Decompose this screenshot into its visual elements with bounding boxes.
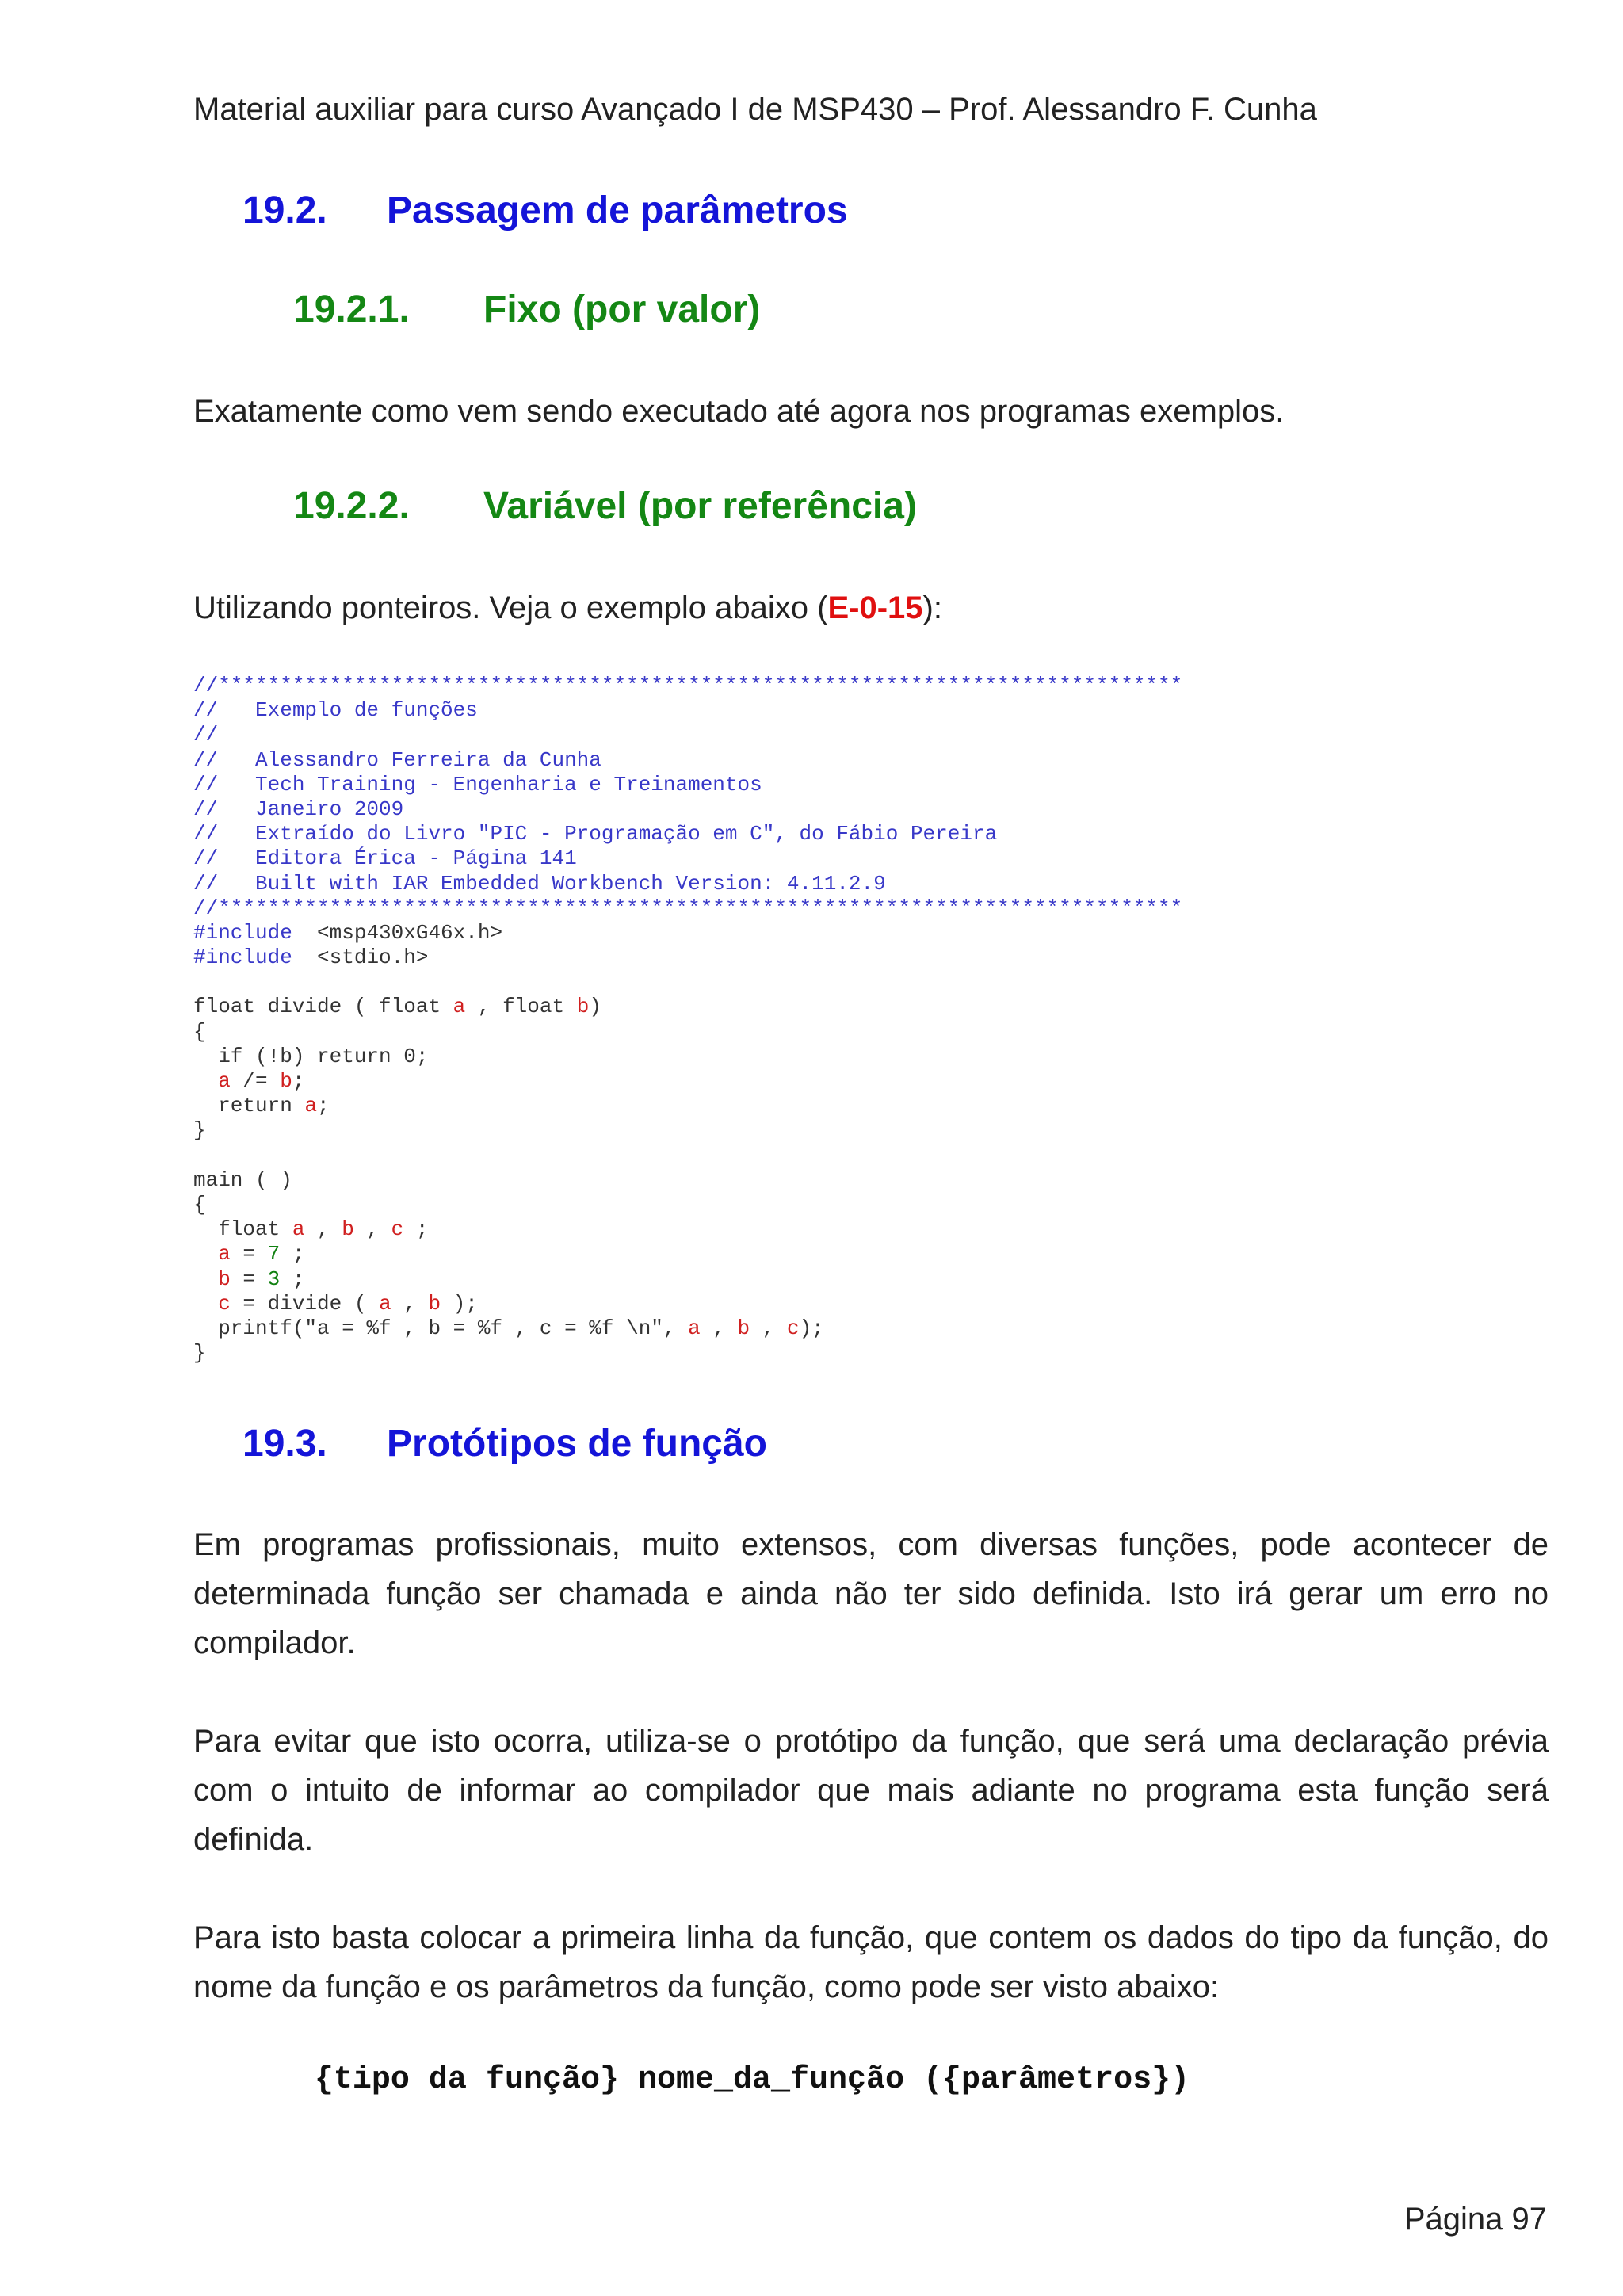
subsection-heading-19-2-1 — [293, 288, 760, 331]
code-variable: a — [218, 1242, 231, 1266]
code-text: float divide ( float — [193, 995, 453, 1019]
section-title: Protótipos de função — [387, 1423, 767, 1465]
code-statement — [193, 1217, 1182, 1242]
paragraph-prototipos-3: Para isto basta colocar a primeira linha da função, que contem os dados do tipo da função, do nome da função e os parâmetros da função, como pode ser visto abaixo: — [193, 1920, 1549, 2004]
code-listing — [193, 674, 1182, 1366]
code-blank-line — [193, 970, 1182, 995]
code-include-line — [193, 921, 1182, 946]
code-comment: // Exemplo de funções — [193, 698, 478, 723]
code-text: , — [750, 1316, 787, 1340]
code-variable: b — [576, 995, 590, 1019]
code-statement — [193, 1267, 1182, 1292]
code-text: ; — [292, 1069, 305, 1093]
code-variable: a — [304, 1094, 318, 1118]
code-blank-line — [193, 1144, 1182, 1168]
code-text: , — [700, 1316, 738, 1340]
code-text: ; — [280, 1242, 305, 1266]
code-variable: b — [342, 1217, 354, 1242]
code-brace: } — [193, 1341, 206, 1366]
paragraph-prototipos-2: Para evitar que isto ocorra, utiliza-se o protótipo da função, que será uma declaração prévia com o intuito de informar ao compilador que mais adiante no programa esta função será definida. — [193, 1724, 1549, 1857]
code-number: 3 — [267, 1266, 281, 1291]
code-statement — [193, 1094, 1182, 1118]
syntax-text: {tipo da função} nome_da_função ({parâmetros}) — [314, 2062, 1190, 2098]
code-text: , — [353, 1217, 391, 1242]
code-main-signature: main ( ) — [193, 1167, 292, 1192]
code-text: ) — [589, 995, 601, 1019]
code-text: <msp430xG46x.h> — [292, 920, 503, 945]
code-function-signature — [193, 995, 1182, 1019]
code-variable: b — [737, 1316, 750, 1340]
code-comment: //****************************************************************************** — [193, 896, 1183, 920]
code-variable: c — [218, 1291, 231, 1316]
code-text: , float — [465, 995, 577, 1019]
subsection-number: 19.2.1. — [293, 288, 410, 330]
page-header: Material auxiliar para curso Avançado I de MSP430 – Prof. Alessandro F. Cunha — [193, 92, 1317, 127]
code-number: 7 — [267, 1242, 281, 1266]
section-number: 19.3. — [242, 1423, 327, 1465]
code-statement — [193, 1316, 1182, 1341]
code-brace: } — [193, 1118, 206, 1143]
code-variable: a — [453, 995, 466, 1019]
code-variable: c — [786, 1316, 800, 1340]
code-variable: a — [688, 1316, 701, 1340]
code-brace: { — [193, 1192, 206, 1217]
code-comment: // Alessandro Ferreira da Cunha — [193, 747, 601, 772]
code-statement: if (!b) return 0; — [193, 1044, 429, 1068]
code-comment: // Built with IAR Embedded Workbench Version: 4.11.2.9 — [193, 871, 886, 896]
paragraph-text: ): — [922, 590, 942, 625]
prototype-syntax — [0, 2062, 1623, 2098]
code-text: , — [304, 1217, 342, 1242]
code-variable: b — [428, 1291, 441, 1316]
code-variable: b — [218, 1266, 231, 1291]
code-brace: { — [193, 1019, 206, 1044]
section-title: Passagem de parâmetros — [387, 189, 848, 231]
page-number: Página 97 — [1403, 2202, 1547, 2237]
code-indent — [193, 1069, 218, 1093]
code-comment: // Tech Training - Engenharia e Treinamentos — [193, 772, 762, 797]
code-variable: b — [280, 1069, 292, 1093]
subsection-number: 19.2.2. — [293, 485, 410, 527]
code-text: <stdio.h> — [292, 946, 429, 970]
code-text: = divide ( — [230, 1291, 380, 1316]
code-preprocessor: #include — [193, 946, 292, 970]
subsection-title: Fixo (por valor) — [483, 288, 761, 330]
code-indent — [193, 1292, 218, 1316]
code-variable: a — [218, 1069, 231, 1093]
paragraph-prototipos-1: Em programas profissionais, muito extensos, com diversas funções, pode acontecer de determinada função ser chamada e ainda não ter sido definida. Isto irá gerar um erro no compilador. — [193, 1527, 1549, 1660]
subsection-title: Variável (por referência) — [483, 485, 917, 527]
code-text: return — [193, 1094, 305, 1118]
code-text: ); — [799, 1316, 824, 1340]
paragraph-text: Utilizando ponteiros. Veja o exemplo abaixo ( — [193, 590, 828, 625]
code-indent — [193, 1242, 218, 1266]
code-text: /= — [230, 1069, 281, 1093]
code-comment: //****************************************************************************** — [193, 674, 1183, 697]
code-text: , — [391, 1291, 429, 1316]
code-comment: // — [193, 723, 219, 747]
code-statement — [193, 1242, 1182, 1266]
code-variable: a — [292, 1217, 305, 1242]
code-comment: // Editora Érica - Página 141 — [193, 846, 577, 871]
example-reference: E-0-15 — [827, 590, 923, 625]
code-text: float — [193, 1217, 292, 1242]
code-statement — [193, 1069, 1182, 1094]
code-text: ; — [317, 1094, 330, 1118]
code-comment: // Extraído do Livro "PIC - Programação em C", do Fábio Pereira — [193, 822, 998, 846]
code-preprocessor: #include — [193, 920, 292, 945]
section-heading-19-3 — [242, 1422, 767, 1465]
section-heading-19-2 — [242, 189, 848, 232]
paragraph-variavel — [193, 583, 1549, 632]
code-variable: a — [379, 1291, 391, 1316]
code-text: ; — [280, 1266, 305, 1291]
code-text: = — [230, 1266, 268, 1291]
code-statement — [193, 1292, 1182, 1316]
code-text: ; — [403, 1217, 429, 1242]
code-comment: // Janeiro 2009 — [193, 797, 404, 821]
code-text: printf("a = %f , b = %f , c = %f \n", — [193, 1316, 689, 1340]
subsection-heading-19-2-2 — [293, 484, 917, 528]
code-text: ); — [441, 1291, 478, 1316]
code-include-line — [193, 946, 1182, 970]
section-number: 19.2. — [242, 189, 327, 231]
code-indent — [193, 1267, 218, 1291]
code-variable: c — [391, 1217, 404, 1242]
paragraph-fixo: Exatamente como vem sendo executado até agora nos programas exemplos. — [193, 394, 1285, 429]
code-text: = — [230, 1242, 268, 1266]
